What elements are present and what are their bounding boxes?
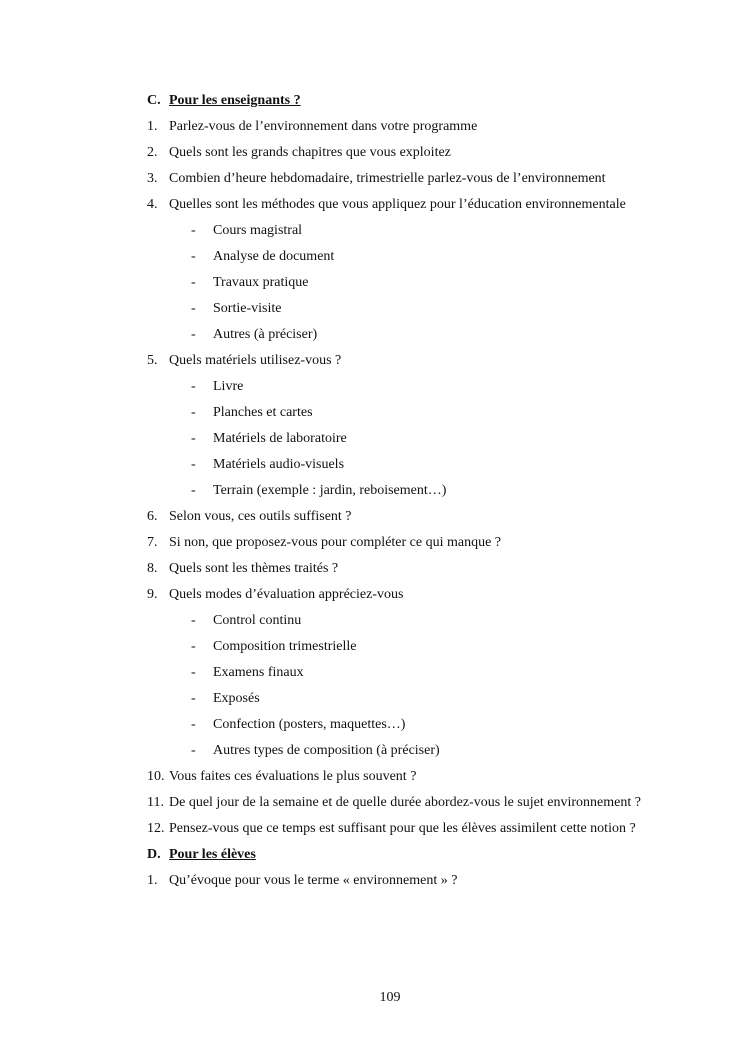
question-text: Quels sont les thèmes traités ? xyxy=(169,561,339,576)
question-text: Si non, que proposez-vous pour compléter ce qui manque ? xyxy=(169,535,502,550)
question-number: 3. xyxy=(147,171,158,186)
option-item xyxy=(147,400,656,426)
question-number: 10. xyxy=(147,769,165,784)
section-title-wrap xyxy=(169,88,656,114)
question-number: 2. xyxy=(147,145,158,160)
section-heading xyxy=(147,88,656,114)
bullet-dash: - xyxy=(191,327,196,342)
question-number: 7. xyxy=(147,535,158,550)
bullet-dash: - xyxy=(191,743,196,758)
option-text: Planches et cartes xyxy=(213,405,313,420)
bullet-dash: - xyxy=(191,717,196,732)
bullet-dash: - xyxy=(191,379,196,394)
question-number: 11. xyxy=(147,795,164,810)
option-text: Autres (à préciser) xyxy=(213,327,318,342)
document-body xyxy=(147,88,656,894)
option-text: Matériels audio-visuels xyxy=(213,457,345,472)
question-number: 1. xyxy=(147,873,158,888)
option-item xyxy=(147,218,656,244)
section-heading xyxy=(147,842,656,868)
section-title-wrap xyxy=(169,842,656,868)
question-text: Quels matériels utilisez-vous ? xyxy=(169,353,342,368)
bullet-dash: - xyxy=(191,691,196,706)
section-title: Pour les enseignants ? xyxy=(169,93,301,108)
page-number: 109 xyxy=(379,990,401,1005)
bullet-dash: - xyxy=(191,665,196,680)
option-item xyxy=(147,270,656,296)
question-item xyxy=(147,816,656,842)
question-number: 12. xyxy=(147,821,165,836)
option-text: Livre xyxy=(213,379,244,394)
question-number: 6. xyxy=(147,509,158,524)
question-text: Combien d’heure hebdomadaire, trimestrielle parlez-vous de l’environnement xyxy=(169,171,606,186)
question-item xyxy=(147,582,656,608)
question-item xyxy=(147,868,656,894)
option-item xyxy=(147,686,656,712)
section-title: Pour les élèves xyxy=(169,847,256,862)
option-item xyxy=(147,426,656,452)
question-item xyxy=(147,530,656,556)
question-item xyxy=(147,556,656,582)
bullet-dash: - xyxy=(191,431,196,446)
bullet-dash: - xyxy=(191,405,196,420)
question-text: Quelles sont les méthodes que vous appliquez pour l’éducation environnementale xyxy=(169,197,626,212)
option-text: Composition trimestrielle xyxy=(213,639,357,654)
question-item xyxy=(147,790,656,816)
question-text: Selon vous, ces outils suffisent ? xyxy=(169,509,352,524)
question-number: 4. xyxy=(147,197,158,212)
bullet-dash: - xyxy=(191,613,196,628)
option-item xyxy=(147,608,656,634)
section-letter: C. xyxy=(147,93,161,108)
option-text: Terrain (exemple : jardin, reboisement…) xyxy=(213,483,447,498)
question-item xyxy=(147,764,656,790)
bullet-dash: - xyxy=(191,249,196,264)
question-text: De quel jour de la semaine et de quelle durée abordez-vous le sujet environnement ? xyxy=(169,795,641,810)
question-text: Parlez-vous de l’environnement dans votre programme xyxy=(169,119,478,134)
option-text: Control continu xyxy=(213,613,302,628)
question-number: 1. xyxy=(147,119,158,134)
option-text: Sortie-visite xyxy=(213,301,282,316)
question-number: 8. xyxy=(147,561,158,576)
option-text: Confection (posters, maquettes…) xyxy=(213,717,406,732)
question-text: Quels modes d’évaluation appréciez-vous xyxy=(169,587,404,602)
option-item xyxy=(147,712,656,738)
option-item xyxy=(147,374,656,400)
bullet-dash: - xyxy=(191,301,196,316)
option-item xyxy=(147,296,656,322)
option-item xyxy=(147,738,656,764)
option-item xyxy=(147,634,656,660)
question-item xyxy=(147,140,656,166)
option-item xyxy=(147,322,656,348)
question-item xyxy=(147,348,656,374)
bullet-dash: - xyxy=(191,223,196,238)
option-item xyxy=(147,660,656,686)
section-letter: D. xyxy=(147,847,161,862)
option-text: Examens finaux xyxy=(213,665,304,680)
question-item xyxy=(147,192,656,218)
option-text: Analyse de document xyxy=(213,249,335,264)
option-item xyxy=(147,478,656,504)
question-item xyxy=(147,114,656,140)
option-text: Matériels de laboratoire xyxy=(213,431,347,446)
question-text: Qu’évoque pour vous le terme « environnement » ? xyxy=(169,873,458,888)
question-text: Vous faites ces évaluations le plus souvent ? xyxy=(169,769,417,784)
option-item xyxy=(147,452,656,478)
question-number: 5. xyxy=(147,353,158,368)
question-item xyxy=(147,504,656,530)
option-text: Cours magistral xyxy=(213,223,303,238)
bullet-dash: - xyxy=(191,639,196,654)
bullet-dash: - xyxy=(191,275,196,290)
option-text: Travaux pratique xyxy=(213,275,309,290)
option-item xyxy=(147,244,656,270)
option-text: Exposés xyxy=(213,691,260,706)
question-item xyxy=(147,166,656,192)
bullet-dash: - xyxy=(191,457,196,472)
question-number: 9. xyxy=(147,587,158,602)
question-text: Quels sont les grands chapitres que vous exploitez xyxy=(169,145,451,160)
bullet-dash: - xyxy=(191,483,196,498)
option-text: Autres types de composition (à préciser) xyxy=(213,743,440,758)
question-text: Pensez-vous que ce temps est suffisant pour que les élèves assimilent cette notion ? xyxy=(169,821,636,836)
